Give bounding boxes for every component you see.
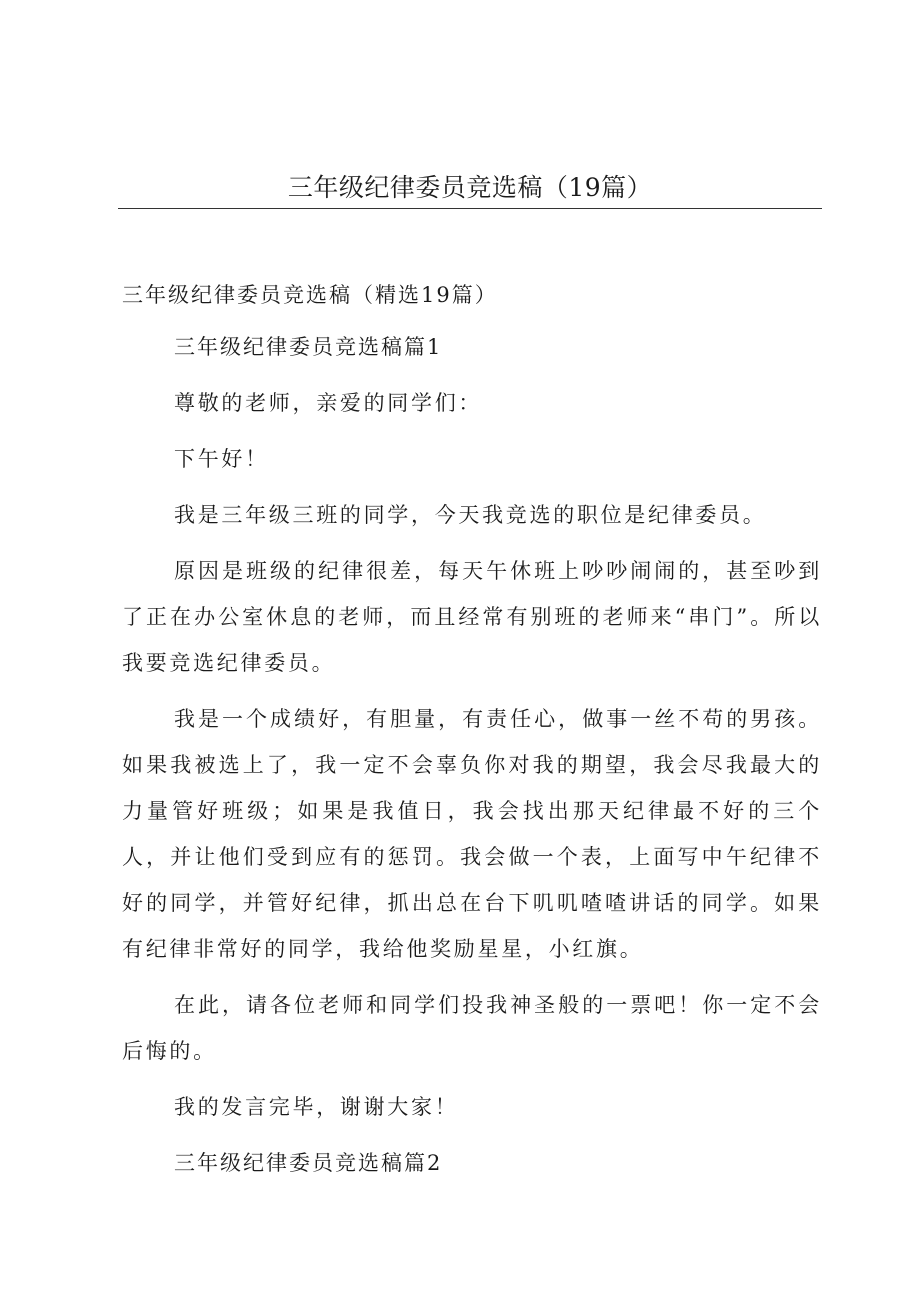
document-header [118,172,822,209]
document-subtitle: 三年级纪律委员竞选稿（精选19篇） [122,283,498,307]
document-title: 三年级纪律委员竞选稿（19篇） [287,173,653,202]
paragraph-plan: 我是一个成绩好，有胆量，有责任心，做事一丝不苟的男孩。如果我被选上了，我一定不会辜负你对我的期望，我会尽我最大的力量管好班级；如果是我值日，我会找出那天纪律最不好的三个人，并让他们受到应有的惩罚。我会做一个表，上面写中午纪律不好的同学，并管好纪律，抓出总在台下叽叽喳喳讲话的同学。如果有纪律非常好的同学，我给他奖励星星，小红旗。 [122,707,822,961]
paragraph-closing: 我的发言完毕，谢谢大家！ [174,1095,459,1119]
greeting: 下午好！ [174,447,269,471]
document-body [122,324,822,1196]
section-heading-2: 三年级纪律委员竞选稿篇2 [174,1151,443,1175]
salutation: 尊敬的老师，亲爱的同学们： [174,391,483,415]
paragraph-reason: 原因是班级的纪律很差，每天午休班上吵吵闹闹的，甚至吵到了正在办公室休息的老师，而且经常有别班的老师来“串门”。所以我要竞选纪律委员。 [122,559,822,675]
paragraph-intro: 我是三年级三班的同学，今天我竞选的职位是纪律委员。 [174,503,767,527]
section-heading-1: 三年级纪律委员竞选稿篇1 [174,335,443,359]
paragraph-appeal: 在此，请各位老师和同学们投我神圣般的一票吧！你一定不会后悔的。 [122,993,822,1063]
